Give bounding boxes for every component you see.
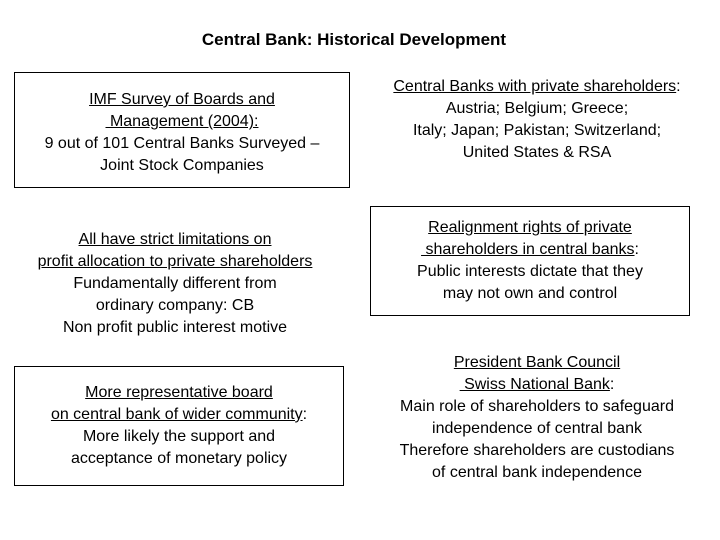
private-shareholders-countries-line3: Italy; Japan; Pakistan; Switzerland; <box>412 122 662 139</box>
imf-survey-text-line3: 9 out of 101 Central Banks Surveyed – <box>44 135 320 152</box>
realignment-rights-box <box>370 206 690 316</box>
imf-survey-heading-line2: Management (2004): <box>105 113 259 130</box>
private-shareholders-countries-line4: United States & RSA <box>462 144 612 161</box>
profit-limitations-heading-line1: All have strict limitations on <box>78 231 272 248</box>
realignment-heading-row2 <box>371 239 689 261</box>
swiss-bank-colon: : <box>609 376 615 393</box>
realignment-heading-line1: Realignment rights of private <box>428 219 632 236</box>
private-shareholders-heading-row <box>354 76 720 98</box>
private-shareholders-countries-line2: Austria; Belgium; Greece; <box>445 100 629 117</box>
profit-limitations-text-line3: Fundamentally different from <box>73 275 277 292</box>
representative-board-heading-line2: on central bank of wider community <box>50 406 303 423</box>
imf-survey-text-line4: Joint Stock Companies <box>100 157 264 174</box>
representative-board-box <box>14 366 344 486</box>
representative-board-heading-row2 <box>15 404 343 426</box>
representative-board-text-line3: More likely the support and <box>82 428 276 445</box>
swiss-bank-text-line4: independence of central bank <box>432 420 642 437</box>
profit-limitations-block <box>0 227 350 339</box>
representative-board-colon: : <box>302 406 308 423</box>
profit-limitations-text-line4: ordinary company: CB <box>95 297 255 314</box>
imf-survey-heading-line1: IMF Survey of Boards and <box>89 91 275 108</box>
private-shareholders-colon: : <box>676 78 681 95</box>
realignment-text-line3: Public interests dictate that they <box>417 263 643 280</box>
realignment-colon: : <box>634 241 639 258</box>
swiss-bank-heading-line1: President Bank Council <box>453 354 621 371</box>
representative-board-text-line4: acceptance of monetary policy <box>70 450 288 467</box>
private-shareholders-block <box>354 76 720 166</box>
swiss-bank-text-line6: of central bank independence <box>432 464 642 481</box>
swiss-national-bank-block <box>354 352 720 482</box>
swiss-bank-text-line5: Therefore shareholders are custodians <box>399 442 675 459</box>
imf-survey-box <box>14 72 350 188</box>
swiss-bank-heading-row2 <box>354 374 720 396</box>
representative-board-heading-line1: More representative board <box>85 384 273 401</box>
swiss-bank-text-line3: Main role of shareholders to safeguard <box>400 398 674 415</box>
private-shareholders-heading: Central Banks with private shareholders <box>393 78 677 95</box>
page-title: Central Bank: Historical Development <box>201 30 507 49</box>
realignment-heading-line2: shareholders in central banks <box>421 241 635 258</box>
swiss-bank-heading-line2: Swiss National Bank <box>459 376 610 393</box>
profit-limitations-text-line5: Non profit public interest motive <box>62 319 288 336</box>
realignment-text-line4: may not own and control <box>442 285 618 302</box>
profit-limitations-heading-line2: profit allocation to private shareholders <box>37 253 313 270</box>
